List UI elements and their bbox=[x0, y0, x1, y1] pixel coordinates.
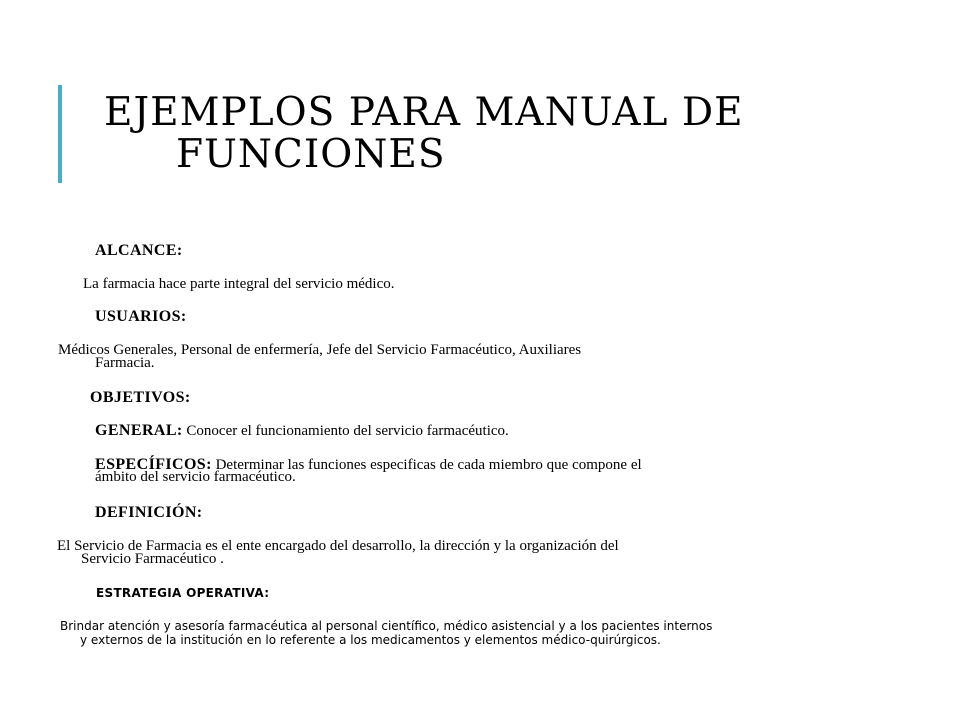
alcance-heading: ALCANCE: bbox=[95, 242, 183, 259]
title-accent-bar bbox=[58, 85, 62, 183]
general-objective bbox=[95, 424, 850, 438]
especificos-text-line-2: ámbito del servicio farmacéutico. bbox=[95, 469, 296, 485]
definicion-text-line-1: El Servicio de Farmacia es el ente encargado del desarrollo, la dirección y la organización del bbox=[57, 538, 619, 554]
objetivos-heading: OBJETIVOS: bbox=[90, 389, 191, 406]
slide-title bbox=[104, 92, 924, 176]
definicion-heading: DEFINICIÓN: bbox=[95, 504, 203, 521]
usuarios-text-line-2: Farmacia. bbox=[95, 355, 155, 371]
general-text: Conocer el funcionamiento del servicio farmacéutico. bbox=[182, 423, 509, 439]
general-heading: GENERAL: bbox=[95, 422, 183, 439]
slide-title-line-2: FUNCIONES bbox=[176, 132, 446, 177]
estrategia-text-line-1: Brindar atención y asesoría farmacéutica al personal científico, médico asistencial y a los pacientes internos bbox=[60, 619, 713, 633]
usuarios-text-line-1: Médicos Generales, Personal de enfermería, Jefe del Servicio Farmacéutico, Auxiliares bbox=[58, 342, 582, 358]
especificos-text-line-1: Determinar las funciones especificas de cada miembro que compone el bbox=[211, 457, 642, 473]
definicion-text-line-2: Servicio Farmacéutico . bbox=[81, 551, 224, 567]
estrategia-heading: ESTRATEGIA OPERATIVA: bbox=[96, 586, 270, 600]
estrategia-text-line-2: y externos de la institución en lo referente a los medicamentos y elementos médico-quirúrgicos. bbox=[80, 633, 661, 647]
especificos-heading: ESPECÍFICOS: bbox=[95, 456, 212, 473]
usuarios-heading: USUARIOS: bbox=[95, 308, 187, 325]
alcance-text: La farmacia hace parte integral del servicio médico. bbox=[83, 276, 395, 292]
slide-title-line-1: EJEMPLOS PARA MANUAL DE bbox=[104, 90, 744, 135]
